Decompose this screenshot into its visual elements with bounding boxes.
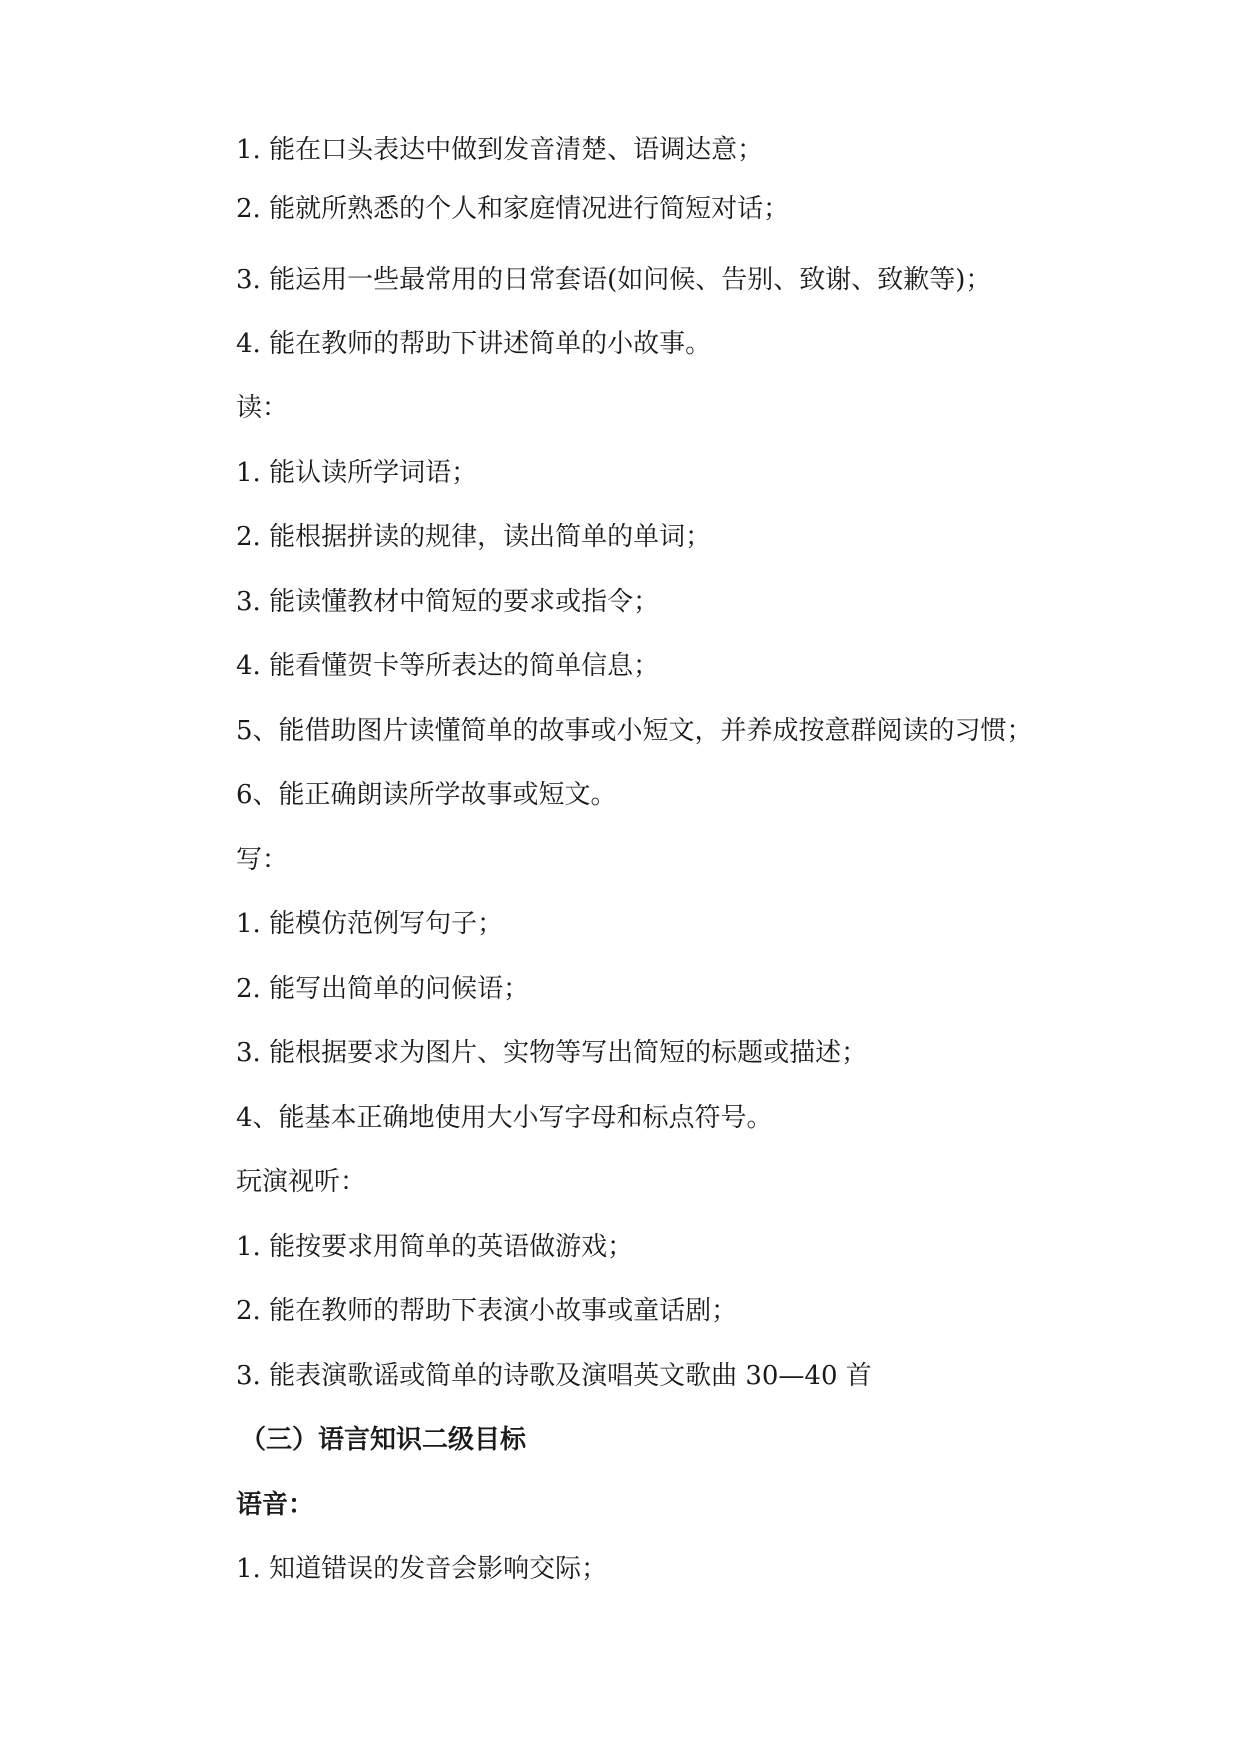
section-heading: （三）语言知识二级目标: [240, 1425, 527, 1455]
text-line: 6、能正确朗读所学故事或短文。: [236, 780, 617, 810]
text-line: 3. 能运用一些最常用的日常套语(如问候、告别、致谢、致歉等)；: [236, 265, 992, 295]
text-line: 4、能基本正确地使用大小写字母和标点符号。: [236, 1103, 773, 1133]
text-line: 4. 能看懂贺卡等所表达的简单信息；: [236, 651, 660, 681]
text-line: 1. 能按要求用简单的英语做游戏；: [236, 1232, 634, 1262]
text-line: 1. 知道错误的发音会影响交际；: [236, 1554, 608, 1584]
section-label-play: 玩演视听：: [236, 1167, 367, 1197]
text-line: 1. 能在口头表达中做到发音清楚、语调达意；: [236, 135, 764, 165]
text-line: 4. 能在教师的帮助下讲述简单的小故事。: [236, 329, 712, 359]
text-line: 1. 能认读所学词语；: [236, 458, 478, 488]
section-label-read: 读：: [236, 393, 289, 423]
section-label-write: 写：: [236, 845, 289, 875]
text-line: 3. 能表演歌谣或简单的诗歌及演唱英文歌曲 30—40 首: [236, 1361, 872, 1391]
text-line: 5、能借助图片读懂简单的故事或小短文，并养成按意群阅读的习惯；: [236, 716, 1033, 746]
text-line: 2. 能就所熟悉的个人和家庭情况进行简短对话；: [236, 194, 790, 224]
subsection-heading: 语音：: [236, 1490, 315, 1520]
text-line: 3. 能读懂教材中简短的要求或指令；: [236, 587, 660, 617]
text-line: 2. 能在教师的帮助下表演小故事或童话剧；: [236, 1296, 738, 1326]
text-line: 3. 能根据要求为图片、实物等写出简短的标题或描述；: [236, 1038, 868, 1068]
text-line: 1. 能模仿范例写句子；: [236, 909, 504, 939]
text-line: 2. 能根据拼读的规律，读出简单的单词；: [236, 522, 712, 552]
text-line: 2. 能写出简单的问候语；: [236, 974, 530, 1004]
